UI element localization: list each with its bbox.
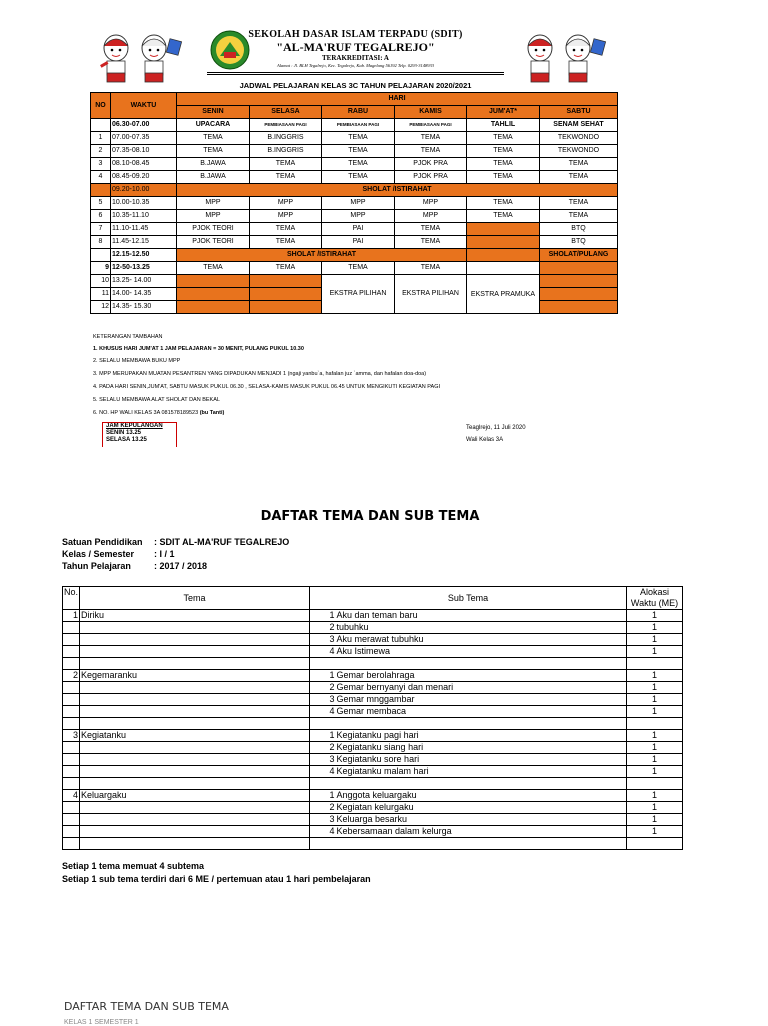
- schedule-cell: TEMA: [177, 132, 250, 145]
- col-waktu-header: WAKTU: [111, 93, 177, 119]
- tema-no: [63, 634, 80, 646]
- school-type: SEKOLAH DASAR ISLAM TERPADU (SDIT): [248, 29, 463, 40]
- schedule-cell: TEMA: [395, 145, 467, 158]
- alokasi-waktu: 1: [627, 754, 683, 766]
- tema-no: 3: [63, 730, 80, 742]
- col-alokasi-header-2: Waktu (ME): [627, 598, 683, 610]
- schedule-cell: [467, 262, 540, 275]
- alokasi-waktu: 1: [627, 622, 683, 634]
- schedule-cell: [467, 236, 540, 249]
- schedule-cell: TEMA: [322, 132, 395, 145]
- row-no: 6: [91, 210, 111, 223]
- schedule-cell: MPP: [250, 197, 322, 210]
- schedule-cell: [467, 249, 540, 262]
- tema-no: 4: [63, 790, 80, 802]
- jam-line: SELASA 13.25: [106, 437, 147, 443]
- alokasi-waktu: 1: [627, 826, 683, 838]
- subtema-name: Kegiatanku malam hari: [336, 766, 627, 778]
- alokasi-waktu: 1: [627, 802, 683, 814]
- notes-title: KETERANGAN TAMBAHAN: [93, 334, 163, 340]
- tema-no: 1: [63, 610, 80, 622]
- col-tema-header: Tema: [80, 587, 310, 610]
- alokasi-waktu: 1: [627, 646, 683, 658]
- subtema-no: 1: [310, 730, 336, 742]
- note-item-name: (bu Tanti): [199, 410, 225, 416]
- tema-name: [80, 622, 310, 634]
- schedule-cell: TEMA: [250, 236, 322, 249]
- row-no: [91, 119, 111, 132]
- schedule-cell: [250, 288, 322, 301]
- ekstra-rabu: EKSTRA PILIHAN: [322, 275, 395, 314]
- tema-no: [63, 682, 80, 694]
- schedule-cell: [540, 262, 618, 275]
- row-time: 14.35- 15.30: [111, 301, 177, 314]
- schedule-cell: MPP: [322, 210, 395, 223]
- row-time: 10.35-11.10: [111, 210, 177, 223]
- note-item-text: 6. NO. HP WALI KELAS 3A 081578189523: [93, 410, 200, 416]
- spacer-row: [63, 778, 683, 790]
- subtema-no: 3: [310, 634, 336, 646]
- header-divider: [207, 74, 504, 75]
- subtema-name: Aku merawat tubuhku: [336, 634, 627, 646]
- spacer-row: [63, 838, 683, 850]
- subtema-no: 4: [310, 646, 336, 658]
- schedule-cell: PAI: [322, 223, 395, 236]
- row-time: 13.25- 14.00: [111, 275, 177, 288]
- schedule-cell: TEMA: [395, 236, 467, 249]
- schedule-cell: [540, 275, 618, 288]
- row-no: 5: [91, 197, 111, 210]
- schedule-cell: TEMA: [177, 262, 250, 275]
- ekstra-kamis: EKSTRA PILIHAN: [395, 275, 467, 314]
- tema-name: [80, 682, 310, 694]
- schedule-cell: PEMBIASAAN PAGI: [395, 119, 467, 132]
- tema-table: [62, 586, 683, 850]
- tema-name: [80, 634, 310, 646]
- schedule-cell: TEKWONDO: [540, 145, 618, 158]
- subtema-name: Aku Istimewa: [336, 646, 627, 658]
- day-header: SABTU: [540, 106, 618, 119]
- schedule-cell: TEMA: [322, 158, 395, 171]
- row-no: 2: [91, 145, 111, 158]
- schedule-cell: PJOK PRA: [395, 171, 467, 184]
- schedule-cell: MPP: [322, 197, 395, 210]
- next-page-subtitle: KELAS 1 SEMESTER 1: [64, 1019, 139, 1026]
- tema-no: [63, 766, 80, 778]
- row-no: 8: [91, 236, 111, 249]
- tema-no: [63, 742, 80, 754]
- schedule-cell: [540, 301, 618, 314]
- place-date: Teaglrejo, 11 Juli 2020: [466, 425, 526, 431]
- tema-no: [63, 826, 80, 838]
- row-time: 08.45-09.20: [111, 171, 177, 184]
- schedule-cell: TEMA: [395, 132, 467, 145]
- subtema-no: 1: [310, 790, 336, 802]
- ekstra-jumat: EKSTRA PRAMUKA: [467, 275, 540, 314]
- subtema-no: 3: [310, 694, 336, 706]
- alokasi-waktu: 1: [627, 730, 683, 742]
- signer: Wali Kelas 3A: [466, 437, 504, 443]
- row-no: 4: [91, 171, 111, 184]
- subtema-no: 1: [310, 610, 336, 622]
- schedule-cell: PJOK PRA: [395, 158, 467, 171]
- schedule-cell: TEMA: [540, 171, 618, 184]
- jam-kepulangan-box: [102, 422, 177, 447]
- schedule-title: JADWAL PELAJARAN KELAS 3C TAHUN PELAJARAN 2020/2021: [239, 81, 472, 90]
- subtema-name: Gemar membaca: [336, 706, 627, 718]
- schedule-cell: B.INGGRIS: [250, 145, 322, 158]
- schedule-cell: TEMA: [540, 158, 618, 171]
- col-hari-header: HARI: [177, 93, 618, 106]
- day-header: RABU: [322, 106, 395, 119]
- row-time: 14.00- 14.35: [111, 288, 177, 301]
- schedule-cell: TAHLIL: [467, 119, 540, 132]
- subtema-no: 2: [310, 622, 336, 634]
- tema-no: [63, 706, 80, 718]
- schedule-cell: PJOK TEORI: [177, 236, 250, 249]
- row-time: 06.30-07.00: [111, 119, 177, 132]
- schedule-cell: TEMA: [322, 145, 395, 158]
- schedule-cell: MPP: [250, 210, 322, 223]
- note-item: 3. MPP MERUPAKAN MUATAN PESANTREN YANG DIPADUKAN MENJADI 1 (ngaji yanbu`a, hafalan juz `amma, dan hafalan doa-doa): [93, 371, 427, 377]
- row-time: 12.15-12.50: [111, 249, 177, 262]
- subtema-name: Kegiatanku sore hari: [336, 754, 627, 766]
- schedule-cell: TEMA: [467, 171, 540, 184]
- schedule-cell: TEMA: [250, 262, 322, 275]
- subtema-no: 2: [310, 742, 336, 754]
- schedule-cell: [177, 301, 250, 314]
- row-no: 7: [91, 223, 111, 236]
- row-time: 10.00-10.35: [111, 197, 177, 210]
- schedule-cell: MPP: [177, 197, 250, 210]
- subtema-no: 4: [310, 766, 336, 778]
- row-time: 11.45-12.15: [111, 236, 177, 249]
- subtema-name: Gemar berolahraga: [336, 670, 627, 682]
- subtema-no: 4: [310, 706, 336, 718]
- row-time: 07.35-08.10: [111, 145, 177, 158]
- col-sub-header: Sub Tema: [310, 587, 627, 610]
- header-divider: [207, 72, 504, 73]
- accreditation: TERAKREDITASI: A: [322, 54, 389, 62]
- subtema-name: tubuhku: [336, 622, 627, 634]
- subtema-name: Gemar bernyanyi dan menari: [336, 682, 627, 694]
- tema-name: [80, 742, 310, 754]
- tema-no: [63, 814, 80, 826]
- note-item: 1. KHUSUS HARI JUM'AT 1 JAM PELAJARAN = 30 MENIT, PULANG PUKUL 10.30: [93, 346, 304, 352]
- meta-value: : I / 1: [154, 549, 175, 559]
- note-item: [93, 410, 224, 416]
- schedule-cell: TEMA: [250, 171, 322, 184]
- jam-kepulangan-title: JAM KEPULANGAN: [106, 423, 163, 429]
- footnote: Setiap 1 tema memuat 4 subtema: [62, 861, 205, 871]
- schedule-cell: TEMA: [467, 145, 540, 158]
- schedule-cell: MPP: [395, 210, 467, 223]
- tema-name: [80, 706, 310, 718]
- schedule-cell: TEMA: [467, 210, 540, 223]
- note-item: 5. SELALU MEMBAWA ALAT SHOLAT DAN BEKAL: [93, 397, 220, 403]
- alokasi-waktu: 1: [627, 634, 683, 646]
- subtema-no: 3: [310, 754, 336, 766]
- tema-title: DAFTAR TEMA DAN SUB TEMA: [260, 509, 480, 524]
- note-item: 4. PADA HARI SENIN,JUM'AT, SABTU MASUK PUKUL 06.30 , SELASA-KAMIS MASUK PUKUL 06.45 UNTUK MENGIKUTI KEGIATAN PAGI: [93, 384, 441, 390]
- schedule-cell: [467, 223, 540, 236]
- tema-no: 2: [63, 670, 80, 682]
- footnote: Setiap 1 sub tema terdiri dari 6 ME / pertemuan atau 1 hari pembelajaran: [62, 874, 371, 884]
- schedule-cell: [540, 288, 618, 301]
- row-time: 12-50-13.25: [111, 262, 177, 275]
- row-time: 07.00-07.35: [111, 132, 177, 145]
- col-alokasi-header: Alokasi: [627, 587, 683, 599]
- schedule-cell: TEMA: [467, 197, 540, 210]
- day-header: SENIN: [177, 106, 250, 119]
- tema-name: [80, 754, 310, 766]
- schedule-table: [90, 92, 618, 314]
- subtema-name: Kegiatan kelurgaku: [336, 802, 627, 814]
- row-time: 11.10-11.45: [111, 223, 177, 236]
- tema-name: [80, 802, 310, 814]
- subtema-no: 1: [310, 670, 336, 682]
- row-no: [91, 184, 111, 197]
- meta-row: [62, 549, 175, 559]
- spacer-row: [63, 718, 683, 730]
- row-no: 10: [91, 275, 111, 288]
- day-header: KAMIS: [395, 106, 467, 119]
- alokasi-waktu: 1: [627, 670, 683, 682]
- tema-name: [80, 646, 310, 658]
- alokasi-waktu: 1: [627, 682, 683, 694]
- schedule-cell: TEMA: [540, 197, 618, 210]
- schedule-cell: [177, 275, 250, 288]
- row-time: 09.20-10.00: [111, 184, 177, 197]
- schedule-cell: PEMBIASAAN PAGI: [322, 119, 395, 132]
- meta-label: Kelas / Semester: [62, 549, 135, 559]
- subtema-name: Gemar mnggambar: [336, 694, 627, 706]
- meta-label: Satuan Pendidikan: [62, 537, 143, 547]
- subtema-name: Kebersamaan dalam kelurga: [336, 826, 627, 838]
- tema-name: [80, 766, 310, 778]
- schedule-cell: PAI: [322, 236, 395, 249]
- tema-name: [80, 694, 310, 706]
- row-no: 9: [91, 262, 111, 275]
- spacer-row: [63, 658, 683, 670]
- subtema-no: 2: [310, 802, 336, 814]
- schedule-cell: TEKWONDO: [540, 132, 618, 145]
- note-item: 2. SELALU MEMBAWA BUKU MPP: [93, 358, 181, 364]
- schedule-cell: TEMA: [467, 158, 540, 171]
- day-header: SELASA: [250, 106, 322, 119]
- tema-no: [63, 694, 80, 706]
- alokasi-waktu: 1: [627, 742, 683, 754]
- schedule-cell: TEMA: [540, 210, 618, 223]
- schedule-cell: TEMA: [395, 223, 467, 236]
- alokasi-waktu: 1: [627, 814, 683, 826]
- alokasi-waktu: 1: [627, 706, 683, 718]
- row-time: 08.10-08.45: [111, 158, 177, 171]
- schedule-cell: MPP: [177, 210, 250, 223]
- day-header: JUM'AT*: [467, 106, 540, 119]
- schedule-cell: SENAM SEHAT: [540, 119, 618, 132]
- subtema-name: Kegiatanku pagi hari: [336, 730, 627, 742]
- jam-line: SENIN 13.25: [106, 430, 142, 436]
- break-label-sabtu: SHOLAT/PULANG: [540, 249, 618, 262]
- tema-name: Keluargaku: [80, 790, 310, 802]
- alokasi-waktu: 1: [627, 766, 683, 778]
- school-address: Alamat : Jl. BLH Tegalrejo, Kec. Tegalrejo, Kab. Magelang 56192 Telp. 0293-3148933: [276, 63, 435, 68]
- alokasi-waktu: 1: [627, 790, 683, 802]
- schedule-cell: TEMA: [395, 262, 467, 275]
- tema-name: Diriku: [80, 610, 310, 622]
- tema-no: [63, 802, 80, 814]
- tema-name: Kegiatanku: [80, 730, 310, 742]
- meta-value: : 2017 / 2018: [154, 561, 208, 571]
- schedule-cell: PJOK TEORI: [177, 223, 250, 236]
- subtema-no: 3: [310, 814, 336, 826]
- schedule-cell: PEMBIASAAN PAGI: [250, 119, 322, 132]
- tema-name: Kegemaranku: [80, 670, 310, 682]
- alokasi-waktu: 1: [627, 694, 683, 706]
- schedule-cell: TEMA: [467, 132, 540, 145]
- col-no-header: NO: [91, 93, 111, 119]
- col-no-header: No.: [63, 587, 80, 610]
- schedule-cell: BTQ: [540, 223, 618, 236]
- schedule-cell: TEMA: [250, 158, 322, 171]
- subtema-name: Kegiatanku siang hari: [336, 742, 627, 754]
- alokasi-waktu: 1: [627, 610, 683, 622]
- schedule-cell: TEMA: [177, 145, 250, 158]
- row-no: 1: [91, 132, 111, 145]
- schedule-cell: [250, 301, 322, 314]
- schedule-cell: TEMA: [322, 262, 395, 275]
- subtema-name: Aku dan teman baru: [336, 610, 627, 622]
- schedule-cell: B.INGGRIS: [250, 132, 322, 145]
- subtema-no: 4: [310, 826, 336, 838]
- subtema-name: Keluarga besarku: [336, 814, 627, 826]
- schedule-cell: B.JAWA: [177, 158, 250, 171]
- schedule-cell: B.JAWA: [177, 171, 250, 184]
- tema-name: [80, 826, 310, 838]
- schedule-cell: TEMA: [250, 223, 322, 236]
- school-name: "AL-MA'RUF TEGALREJO": [276, 40, 435, 54]
- break-label: SHOLAT /ISTIRAHAT: [177, 184, 618, 197]
- break-label: SHOLAT /ISTIRAHAT: [177, 249, 467, 262]
- children-illustration-left: [96, 30, 192, 88]
- schedule-cell: MPP: [395, 197, 467, 210]
- next-page-title: DAFTAR TEMA DAN SUB TEMA: [64, 1000, 229, 1013]
- tema-name: [80, 814, 310, 826]
- row-no: 12: [91, 301, 111, 314]
- subtema-no: 2: [310, 682, 336, 694]
- row-no: 11: [91, 288, 111, 301]
- tema-no: [63, 754, 80, 766]
- subtema-name: Anggota keluargaku: [336, 790, 627, 802]
- tema-no: [63, 622, 80, 634]
- meta-value: : SDIT AL-MA'RUF TEGALREJO: [154, 537, 290, 547]
- meta-row: [62, 561, 208, 571]
- tema-no: [63, 646, 80, 658]
- meta-label: Tahun Pelajaran: [62, 561, 131, 571]
- row-no: [91, 249, 111, 262]
- meta-row: [62, 537, 290, 547]
- schedule-cell: BTQ: [540, 236, 618, 249]
- schedule-cell: UPACARA: [177, 119, 250, 132]
- row-no: 3: [91, 158, 111, 171]
- schedule-cell: [250, 275, 322, 288]
- schedule-cell: TEMA: [322, 171, 395, 184]
- children-illustration-right: [520, 30, 616, 88]
- schedule-cell: [177, 288, 250, 301]
